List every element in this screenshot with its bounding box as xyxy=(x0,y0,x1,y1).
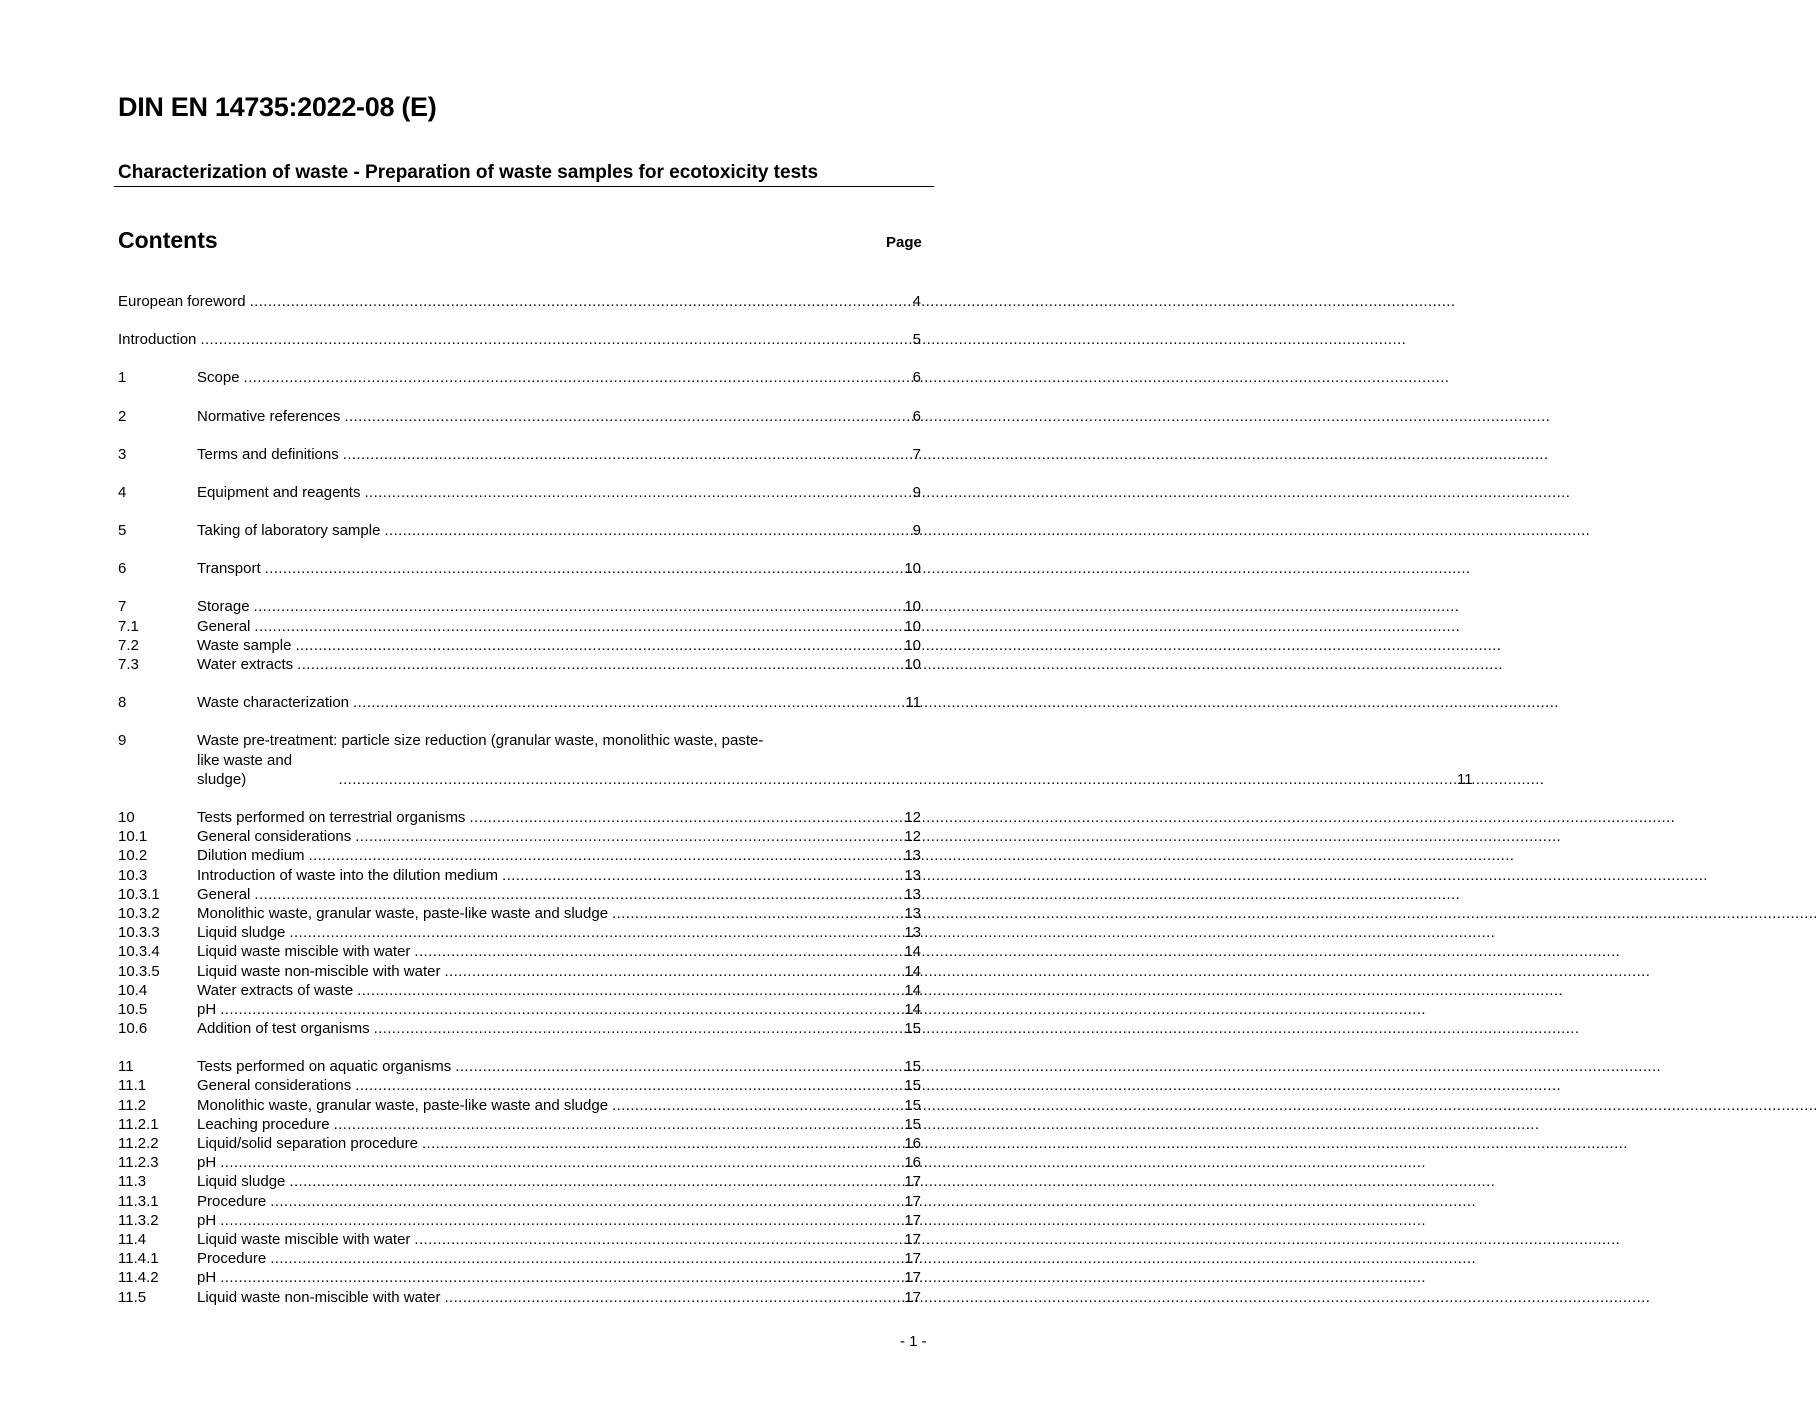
toc-entry-title: General considerations xyxy=(197,1077,352,1095)
toc-entry-number: 7 xyxy=(118,598,127,616)
toc-entry-title: Waste sample xyxy=(197,636,292,654)
toc-entry-page: 17 xyxy=(904,1192,921,1210)
toc-entry-page: 13 xyxy=(904,904,921,922)
toc-entry-page: 15 xyxy=(904,1077,921,1095)
toc-entry-title: Liquid waste miscible with water xyxy=(197,1230,411,1248)
toc-entry[interactable] xyxy=(118,598,921,617)
toc-entry-title: Scope xyxy=(197,369,240,387)
toc-entry[interactable] xyxy=(118,1115,921,1134)
toc-entry[interactable] xyxy=(118,1268,921,1287)
toc-entry-number: 10.5 xyxy=(118,1000,148,1018)
toc-entry-number: 10.3 xyxy=(118,866,148,884)
toc-entry-page: 15 xyxy=(904,1058,921,1076)
toc-entry-title: Procedure xyxy=(197,1192,267,1210)
toc-entry-number: 10.3.3 xyxy=(118,924,160,942)
toc-entry-number: 11.3.1 xyxy=(118,1192,159,1210)
toc-entry-title: Dilution medium xyxy=(197,847,305,865)
toc-entry[interactable] xyxy=(118,1000,921,1019)
toc-entry-number: 2 xyxy=(118,407,127,425)
toc-entry[interactable] xyxy=(118,330,921,349)
contents-heading: Contents xyxy=(118,227,218,253)
toc-entry-number: 3 xyxy=(118,445,127,463)
toc-entry-title: Introduction xyxy=(118,331,197,349)
toc-entry-number: 5 xyxy=(118,522,127,540)
toc-entry-number: 8 xyxy=(118,694,127,712)
toc-entry-page: 16 xyxy=(904,1154,921,1172)
toc-entry-number: 11.4 xyxy=(118,1230,147,1248)
toc-leader-dots xyxy=(297,655,903,674)
toc-entry-page: 14 xyxy=(904,981,921,999)
toc-leader-dots xyxy=(270,1249,903,1268)
toc-entry[interactable] xyxy=(118,693,921,712)
toc-entry-number: 6 xyxy=(118,560,127,578)
toc-entry-title: General considerations xyxy=(197,828,352,846)
toc-entry[interactable] xyxy=(118,407,921,426)
toc-entry-page: 17 xyxy=(904,1269,921,1287)
toc-entry-number: 7.1 xyxy=(118,617,139,635)
toc-entry-title: pH xyxy=(197,1211,217,1229)
toc-entry-page: 14 xyxy=(904,962,921,980)
toc-leader-dots xyxy=(309,846,904,865)
toc-entry[interactable] xyxy=(118,827,921,846)
toc-entry-title: Monolithic waste, granular waste, paste-like waste and sludge xyxy=(197,904,609,922)
toc-entry-title: Tests performed on aquatic organisms xyxy=(197,1058,452,1076)
toc-leader-dots xyxy=(612,904,903,923)
toc-entry-title: General xyxy=(197,617,251,635)
toc-entry-number: 11.2.3 xyxy=(118,1154,159,1172)
toc-entry-page: 10 xyxy=(904,636,921,654)
toc-entry-title-continued: like waste and sludge) xyxy=(197,751,293,788)
toc-entry-title: Liquid sludge xyxy=(197,1173,286,1191)
toc-entry-page: 12 xyxy=(904,828,921,846)
document-title: DIN EN 14735:2022-08 (E) xyxy=(118,92,437,122)
toc-entry-number: 11.5 xyxy=(118,1288,147,1306)
toc-leader-dots xyxy=(357,981,903,1000)
toc-entry-page: 14 xyxy=(904,943,921,961)
toc-entry-title: General xyxy=(197,885,251,903)
toc-entry-page: 15 xyxy=(904,1020,921,1038)
toc-entry-title: Normative references xyxy=(197,407,341,425)
toc-entry[interactable] xyxy=(118,521,921,540)
toc-entry-number: 10.3.5 xyxy=(118,962,160,980)
toc-leader-dots xyxy=(289,1172,903,1191)
toc-leader-dots xyxy=(270,1192,903,1211)
toc-entry-page: 6 xyxy=(912,407,921,425)
toc-entry-title: Leaching procedure xyxy=(197,1115,330,1133)
toc-entry-number: 10.3.4 xyxy=(118,943,160,961)
toc-entry-number: 10.2 xyxy=(118,847,148,865)
toc-leader-dots xyxy=(353,693,904,712)
toc-entry[interactable] xyxy=(118,846,921,865)
toc-entry[interactable] xyxy=(118,981,921,1000)
toc-leader-dots xyxy=(374,1019,904,1038)
toc-entry[interactable] xyxy=(118,445,921,464)
toc-entry-number: 1 xyxy=(118,369,127,387)
page-column-label: Page xyxy=(886,234,922,251)
toc-entry-title: European foreword xyxy=(118,292,246,310)
toc-entry-page: 15 xyxy=(904,1096,921,1114)
toc-leader-dots xyxy=(364,483,911,502)
toc-entry-title: Addition of test organisms xyxy=(197,1020,370,1038)
toc-entry-title: Introduction of waste into the dilution medium xyxy=(197,866,499,884)
toc-leader-dots xyxy=(344,407,911,426)
toc-entry-number: 11.3.2 xyxy=(118,1211,159,1229)
toc-entry[interactable] xyxy=(118,1230,921,1249)
toc-entry[interactable] xyxy=(118,1172,921,1191)
toc-leader-dots xyxy=(355,827,903,846)
toc-entry-page: 13 xyxy=(904,866,921,884)
toc-leader-dots xyxy=(220,1000,903,1019)
toc-entry-page: 9 xyxy=(912,522,921,540)
toc-entry[interactable] xyxy=(118,942,921,961)
toc-entry-number: 10.3.1 xyxy=(118,885,160,903)
toc-leader-dots xyxy=(469,808,903,827)
toc-entry-title: Liquid waste non-miscible with water xyxy=(197,962,441,980)
toc-entry-title: Water extracts xyxy=(197,656,294,674)
toc-entry-title: Procedure xyxy=(197,1250,267,1268)
toc-entry-page: 17 xyxy=(904,1230,921,1248)
toc-leader-dots xyxy=(502,866,903,885)
toc-entry-number: 4 xyxy=(118,483,127,501)
toc-entry-number: 11.2.1 xyxy=(118,1115,159,1133)
toc-entry-page: 17 xyxy=(904,1173,921,1191)
toc-entry-title: Waste pre-treatment: particle size reduction (granular waste, monolithic waste, paste- xyxy=(197,732,764,750)
toc-entry-page: 5 xyxy=(912,331,921,349)
toc-leader-dots xyxy=(414,1230,903,1249)
toc-leader-dots xyxy=(289,923,903,942)
toc-entry-page: 10 xyxy=(904,598,921,616)
toc-entry-page: 13 xyxy=(904,847,921,865)
toc-entry[interactable] xyxy=(118,292,921,311)
toc-entry-number: 9 xyxy=(118,732,127,750)
toc-leader-dots xyxy=(244,368,912,387)
toc-entry[interactable] xyxy=(118,559,921,578)
toc-entry-number: 11 xyxy=(118,1058,134,1076)
toc-entry[interactable] xyxy=(118,731,1473,789)
toc-entry-title: pH xyxy=(197,1154,217,1172)
toc-entry-page: 14 xyxy=(904,1000,921,1018)
toc-entry[interactable] xyxy=(118,1153,921,1172)
toc-entry-page: 15 xyxy=(904,1115,921,1133)
toc-entry-title: Waste characterization xyxy=(197,694,350,712)
toc-entry[interactable] xyxy=(118,1096,921,1115)
toc-leader-dots xyxy=(612,1096,903,1115)
toc-entry-number: 10 xyxy=(118,809,135,827)
toc-leader-dots xyxy=(254,617,903,636)
toc-entry-title: Liquid sludge xyxy=(197,924,286,942)
toc-leader-dots xyxy=(355,1076,903,1095)
toc-entry-page: 7 xyxy=(912,445,921,463)
toc-entry-title: Equipment and reagents xyxy=(197,483,361,501)
toc-entry-page: 17 xyxy=(904,1288,921,1306)
toc-leader-dots xyxy=(444,962,903,981)
toc-entry[interactable] xyxy=(118,1211,921,1230)
toc-entry-number: 11.4.1 xyxy=(118,1250,159,1268)
toc-entry-title: Liquid waste non-miscible with water xyxy=(197,1288,441,1306)
toc-leader-dots xyxy=(200,330,911,349)
toc-entry[interactable] xyxy=(118,617,921,636)
toc-leader-dots xyxy=(295,636,903,655)
toc-entry-page: 13 xyxy=(904,885,921,903)
toc-entry-page: 11 xyxy=(1457,770,1473,788)
toc-entry[interactable] xyxy=(118,655,921,674)
toc-entry[interactable] xyxy=(118,885,921,904)
toc-entry-title: pH xyxy=(197,1000,217,1018)
document-subtitle: Characterization of waste - Preparation of waste samples for ecotoxicity tests xyxy=(118,162,819,183)
toc-entry-page: 4 xyxy=(912,292,921,310)
toc-entry[interactable] xyxy=(118,808,921,827)
toc-entry-number: 11.4.2 xyxy=(118,1269,159,1287)
toc-entry-title: Terms and definitions xyxy=(197,445,339,463)
toc-entry-title: Storage xyxy=(197,598,250,616)
toc-entry-page: 10 xyxy=(904,617,921,635)
toc-leader-dots xyxy=(334,1115,904,1134)
page-number: - 1 - xyxy=(900,1333,927,1350)
toc-entry-number: 10.4 xyxy=(118,981,148,999)
toc-entry[interactable] xyxy=(118,1076,921,1095)
toc-leader-dots xyxy=(444,1288,903,1307)
toc-leader-dots xyxy=(220,1268,903,1287)
table-of-contents xyxy=(118,292,1473,1307)
toc-entry-page: 11 xyxy=(905,694,921,712)
toc-entry-title: Liquid/solid separation procedure xyxy=(197,1135,418,1153)
toc-leader-dots xyxy=(265,559,904,578)
toc-entry-title: Water extracts of waste xyxy=(197,981,354,999)
toc-entry-number: 11.2 xyxy=(118,1096,147,1114)
toc-entry[interactable] xyxy=(118,368,921,387)
toc-entry-number: 11.1 xyxy=(118,1077,147,1095)
toc-entry[interactable] xyxy=(118,1057,921,1076)
toc-entry-page: 17 xyxy=(904,1250,921,1268)
toc-entry-page: 10 xyxy=(904,656,921,674)
toc-entry[interactable] xyxy=(118,904,921,923)
toc-leader-dots xyxy=(339,770,1456,789)
toc-entry-number: 11.2.2 xyxy=(118,1135,159,1153)
toc-entry-page: 17 xyxy=(904,1211,921,1229)
toc-entry-page: 6 xyxy=(912,369,921,387)
toc-entry-title: Taking of laboratory sample xyxy=(197,522,381,540)
toc-leader-dots xyxy=(455,1057,903,1076)
toc-entry-number: 11.3 xyxy=(118,1173,147,1191)
toc-entry-number: 10.6 xyxy=(118,1020,148,1038)
toc-entry[interactable] xyxy=(118,483,921,502)
toc-entry[interactable] xyxy=(118,1249,921,1268)
toc-entry-number: 7.3 xyxy=(118,656,139,674)
toc-leader-dots xyxy=(250,292,912,311)
toc-leader-dots xyxy=(220,1153,903,1172)
toc-entry-page: 12 xyxy=(904,809,921,827)
toc-leader-dots xyxy=(414,942,903,961)
toc-entry[interactable] xyxy=(118,866,921,885)
toc-entry[interactable] xyxy=(118,1288,921,1307)
toc-entry-number: 10.3.2 xyxy=(118,904,160,922)
toc-entry-number: 7.2 xyxy=(118,636,139,654)
toc-leader-dots xyxy=(254,885,903,904)
toc-entry[interactable] xyxy=(118,636,921,655)
toc-entry-page: 10 xyxy=(904,560,921,578)
toc-leader-dots xyxy=(422,1134,903,1153)
toc-entry[interactable] xyxy=(118,962,921,981)
toc-entry-number: 10.1 xyxy=(118,828,148,846)
toc-entry-title: Monolithic waste, granular waste, paste-like waste and sludge xyxy=(197,1096,609,1114)
toc-entry-title: Tests performed on terrestrial organisms xyxy=(197,809,466,827)
toc-leader-dots xyxy=(254,597,904,616)
toc-leader-dots xyxy=(343,445,912,464)
toc-entry[interactable] xyxy=(118,1192,921,1211)
toc-entry[interactable] xyxy=(118,1134,921,1153)
toc-leader-dots xyxy=(220,1211,903,1230)
toc-entry-title: Transport xyxy=(197,560,261,578)
toc-entry-page: 9 xyxy=(912,483,921,501)
toc-entry-title: Liquid waste miscible with water xyxy=(197,943,411,961)
toc-entry[interactable] xyxy=(118,1019,921,1038)
toc-entry-page: 16 xyxy=(904,1135,921,1153)
title-divider xyxy=(114,186,934,187)
toc-entry[interactable] xyxy=(118,923,921,942)
toc-leader-dots xyxy=(384,521,911,540)
toc-entry-title: pH xyxy=(197,1269,217,1287)
toc-entry-page: 13 xyxy=(904,924,921,942)
